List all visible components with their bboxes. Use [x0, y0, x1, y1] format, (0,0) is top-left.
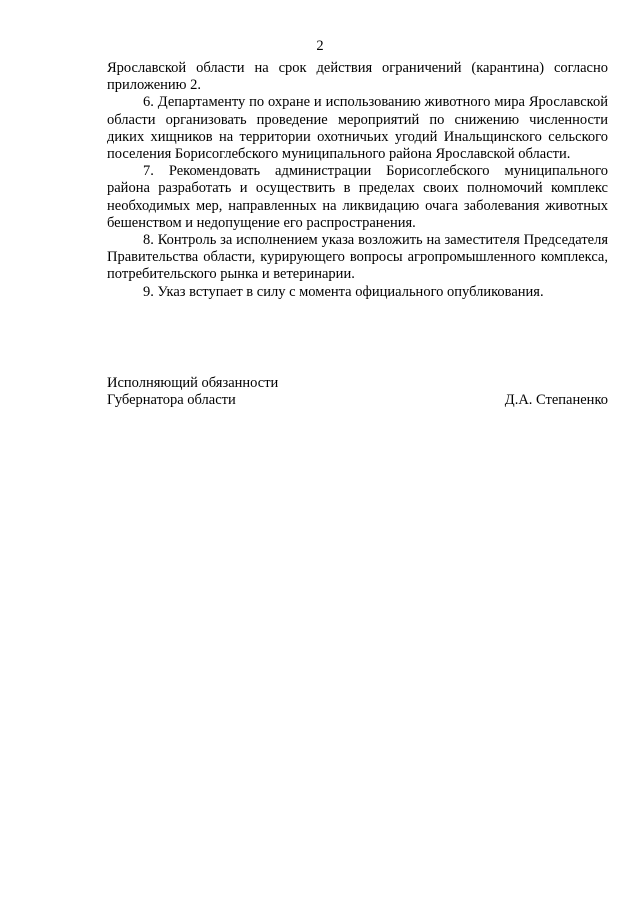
signature-position-line-1 — [107, 375, 608, 392]
signature-position-text-1: Исполняющий обязанности — [107, 375, 279, 391]
paragraph-item-9: 9. Указ вступает в силу с момента официального опубликования. — [143, 283, 544, 300]
signature-position-text-2: Губернатора области — [107, 392, 236, 409]
paragraph-continuation: Ярославской области на срок действия ограничений (карантина) согласно приложению 2. — [107, 60, 608, 94]
signature-position-line-2 — [107, 392, 608, 409]
page-number: 2 — [316, 38, 324, 54]
signature-block — [107, 375, 608, 409]
paragraph-item-7: 7. Рекомендовать администрации Борисоглебского муниципального района разработать и осуществить в пределах своих полномочий комплекс необходимых мер, направленных на ликвидацию очага заболевания животных бешенством и недопущение его распространения. — [107, 163, 608, 231]
signatory-name: Д.А. Степаненко — [504, 392, 608, 409]
document-body — [107, 60, 608, 301]
paragraph-item-6: 6. Департаменту по охране и использованию животного мира Ярославской области организовать проведение мероприятий по снижению численности диких хищников на территории охотничьих угодий Инальщинского сельского поселения Борисоглебского муниципального района Ярославской области. — [107, 94, 608, 163]
paragraph-item-8: 8. Контроль за исполнением указа возложить на заместителя Председателя Правительства области, курирующего вопросы агропромышленного комплекса, потребительского рынка и ветеринарии. — [107, 232, 608, 283]
